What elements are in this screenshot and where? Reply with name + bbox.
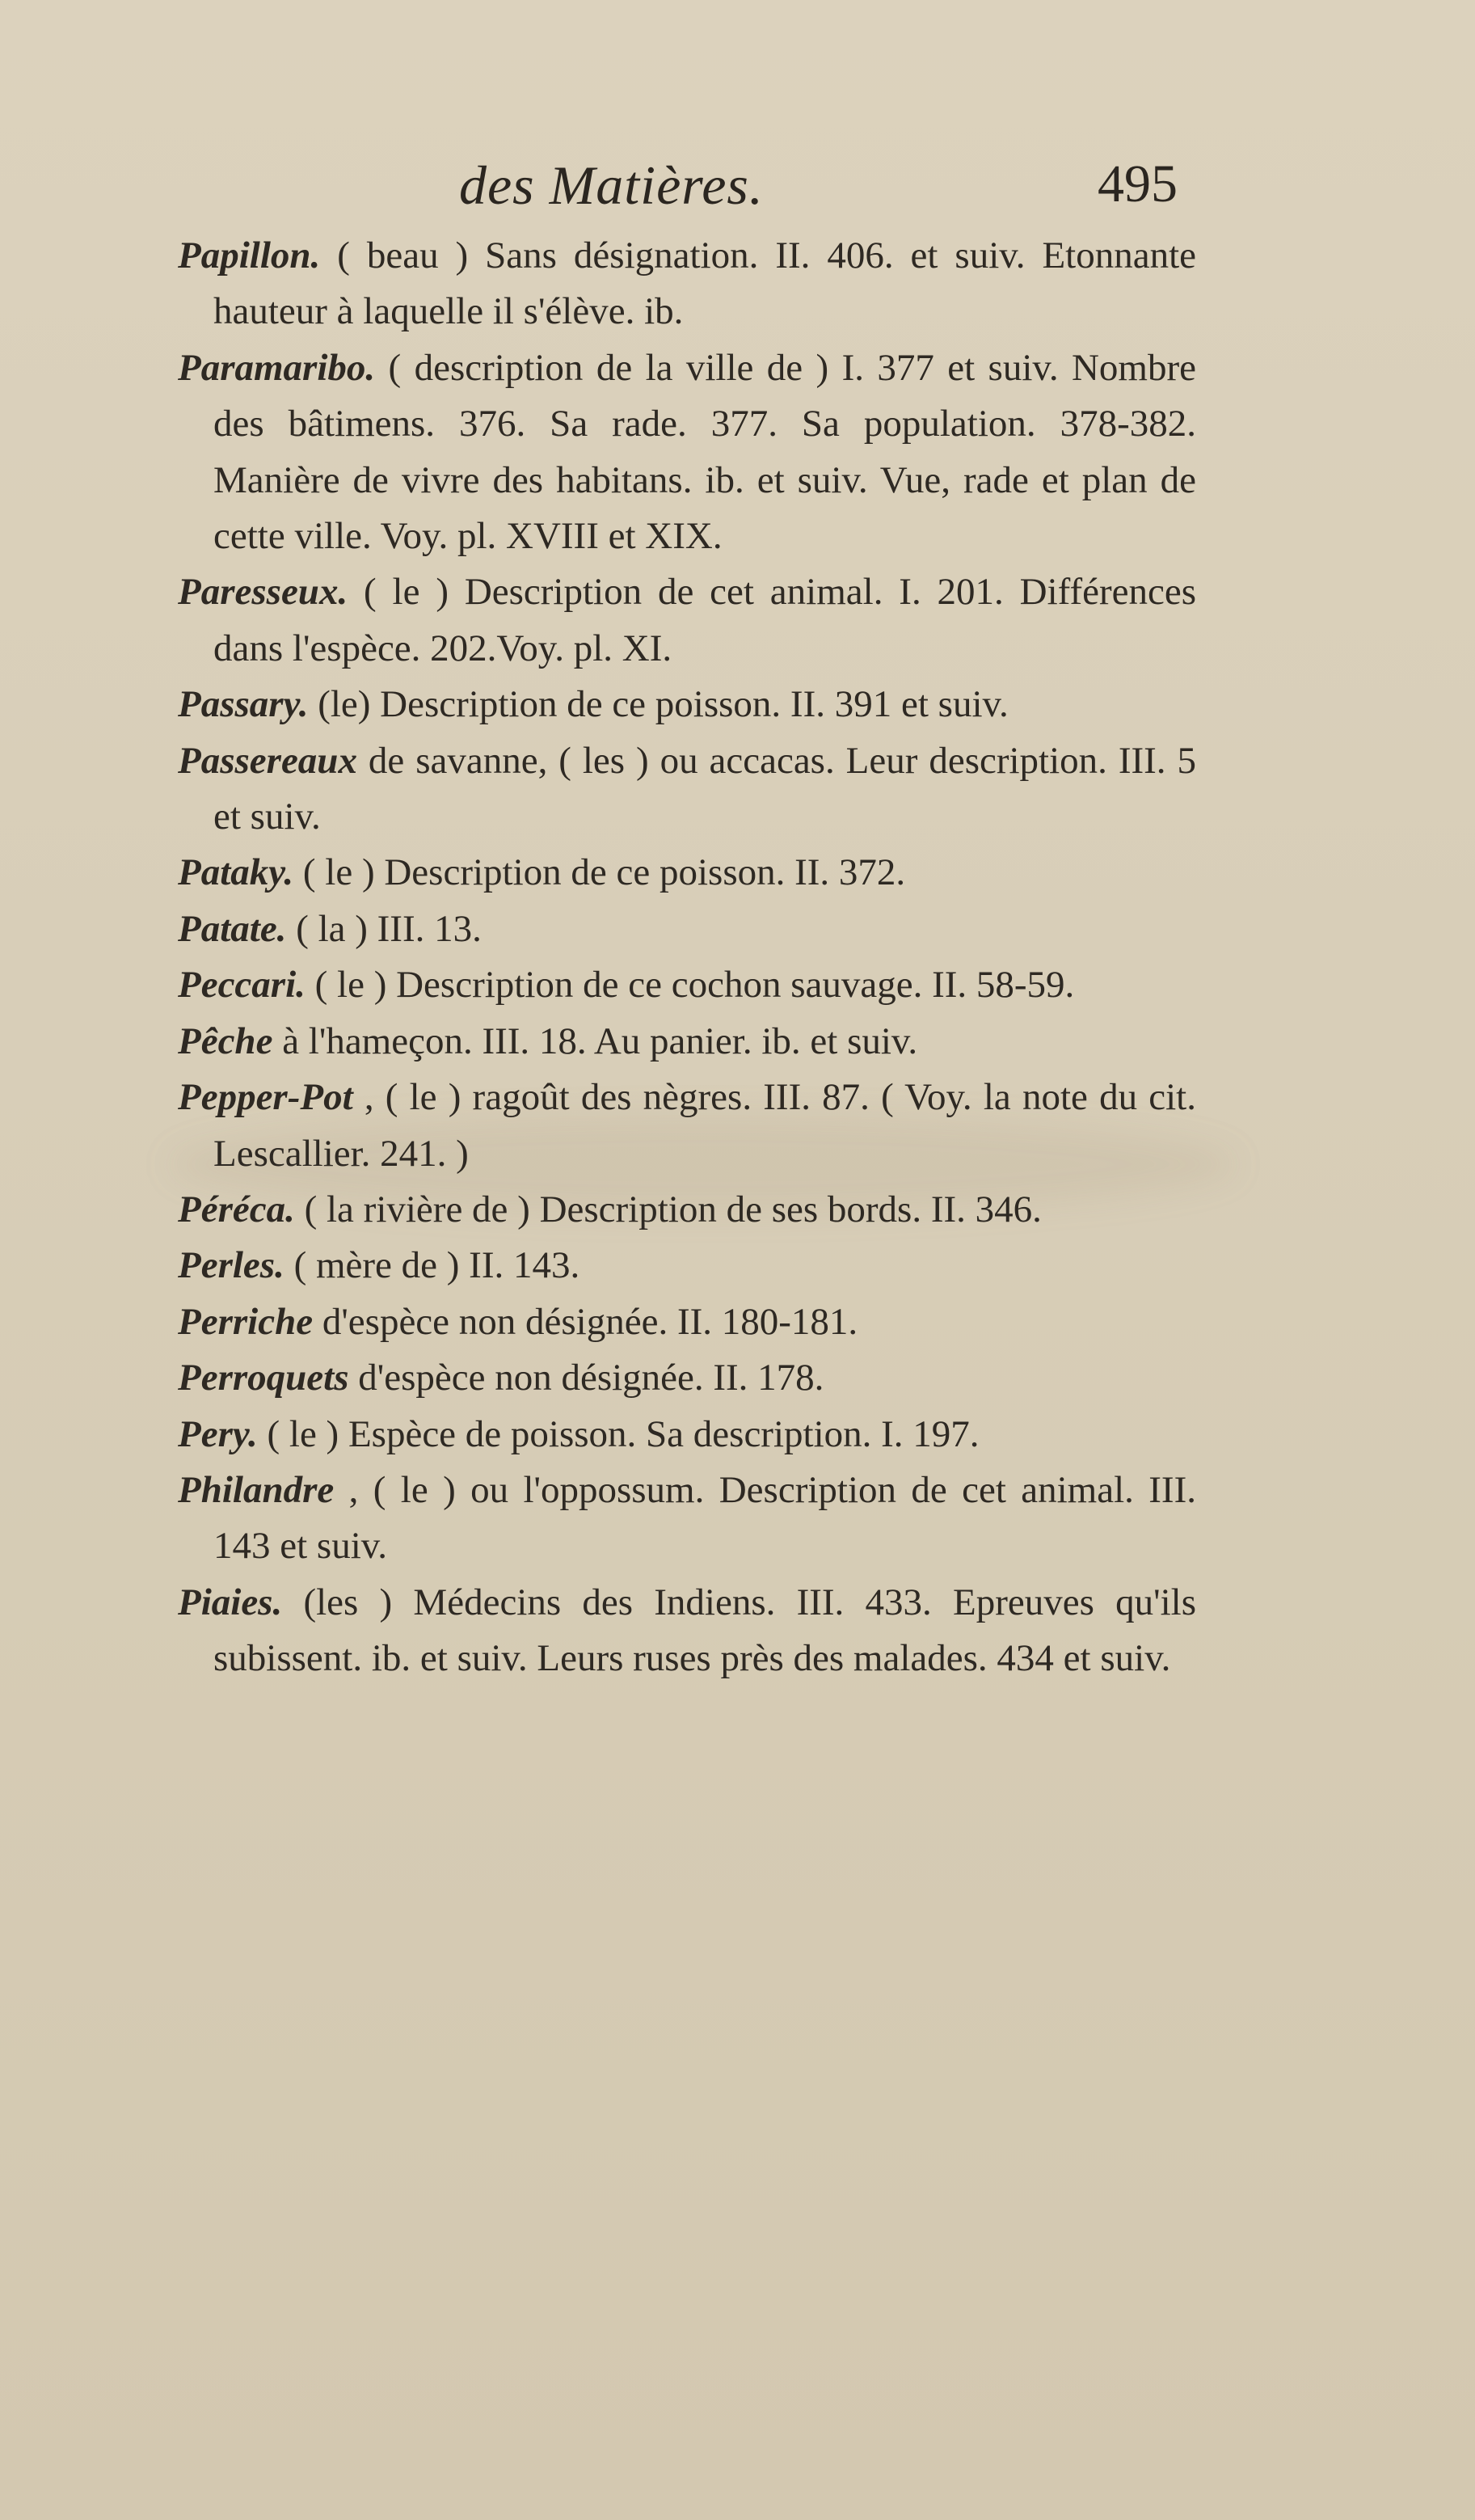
entry-head: Passereaux: [178, 739, 357, 782]
entry-body: d'espèce non désignée. II. 180-181.: [313, 1300, 858, 1343]
entry-body: ( la ) III. 13.: [286, 907, 482, 950]
entry-head: Peccari.: [178, 964, 306, 1007]
index-entry: [178, 845, 1196, 901]
index-entry: [178, 340, 1196, 565]
entry-body: ( la rivière de ) Description de ses bords. II. 346.: [294, 1188, 1042, 1230]
entry-head: Péréca.: [178, 1188, 295, 1230]
entry-body: à l'hameçon. III. 18. Au panier. ib. et suiv.: [272, 1019, 918, 1062]
entry-head: Perroquets: [178, 1357, 349, 1399]
index-entry: [178, 1014, 1196, 1070]
index-entry: [178, 957, 1196, 1013]
index-entry: [178, 564, 1196, 677]
entry-body: ( le ) Description de cet animal. I. 201. Différences dans l'espèce. 202.Voy. pl. XI.: [213, 571, 1196, 669]
entry-head: Paramaribo.: [178, 346, 376, 389]
entry-head: Passary.: [178, 683, 309, 726]
entry-head: Perles.: [178, 1244, 284, 1287]
index-entry: [178, 733, 1196, 846]
page-header: [0, 154, 1475, 218]
index-entry: [178, 901, 1196, 957]
entry-body: ( description de la ville de ) I. 377 et suiv. Nombre des bâtimens. 376. Sa rade. 377. Sa population. 378-382. Manière de vivre des habitans. ib. et suiv. Vue, rade et plan de cette ville. Voy. pl. XVIII et XIX.: [213, 346, 1196, 558]
running-head: des Matières.: [459, 154, 764, 216]
index-entry: [178, 1575, 1196, 1687]
index-entry: [178, 1182, 1196, 1238]
page-number: 495: [1098, 154, 1178, 213]
index-entry: [178, 1238, 1196, 1294]
index-entry: [178, 677, 1196, 732]
entry-head: Pataky.: [178, 851, 294, 894]
entry-body: , ( le ) ragoût des nègres. III. 87. ( Voy. la note du cit. Lescallier. 241. ): [213, 1076, 1196, 1175]
entry-body: ( le ) Espèce de poisson. Sa description. I. 197.: [257, 1412, 980, 1455]
entry-body: ( mère de ) II. 143.: [284, 1244, 580, 1287]
index-entries: [178, 228, 1196, 1687]
entry-head: Paresseux.: [178, 571, 348, 614]
index-entry: [178, 1463, 1196, 1575]
entry-head: Patate.: [178, 907, 287, 950]
index-entry: [178, 1070, 1196, 1182]
entry-body: (les ) Médecins des Indiens. III. 433. Epreuves qu'ils subissent. ib. et suiv. Leurs ruses près des malades. 434 et suiv.: [213, 1581, 1196, 1680]
entry-body: ( le ) Description de ce cochon sauvage. II. 58-59.: [305, 964, 1075, 1007]
index-entry: [178, 228, 1196, 340]
entry-head: Philandre: [178, 1468, 335, 1511]
entry-body: (le) Description de ce poisson. II. 391 et suiv.: [308, 683, 1009, 726]
entry-head: Papillon.: [178, 234, 321, 276]
entry-body: ( beau ) Sans désignation. II. 406. et suiv. Etonnante hauteur à laquelle il s'élève. ib.: [213, 234, 1196, 333]
entry-head: Piaies.: [178, 1581, 283, 1623]
entry-head: Pepper-Pot: [178, 1076, 353, 1119]
entry-body: d'espèce non désignée. II. 178.: [348, 1357, 824, 1399]
entry-body: ( le ) Description de ce poisson. II. 372.: [293, 851, 906, 894]
entry-head: Perriche: [178, 1300, 314, 1343]
entry-body: , ( le ) ou l'oppossum. Description de cet animal. III. 143 et suiv.: [213, 1468, 1196, 1568]
entry-body: de savanne, ( les ) ou accacas. Leur description. III. 5 et suiv.: [213, 739, 1196, 838]
entry-head: Pêche: [178, 1019, 273, 1062]
index-entry: [178, 1294, 1196, 1350]
entry-head: Pery.: [178, 1412, 258, 1455]
index-entry: [178, 1407, 1196, 1463]
index-entry: [178, 1350, 1196, 1406]
